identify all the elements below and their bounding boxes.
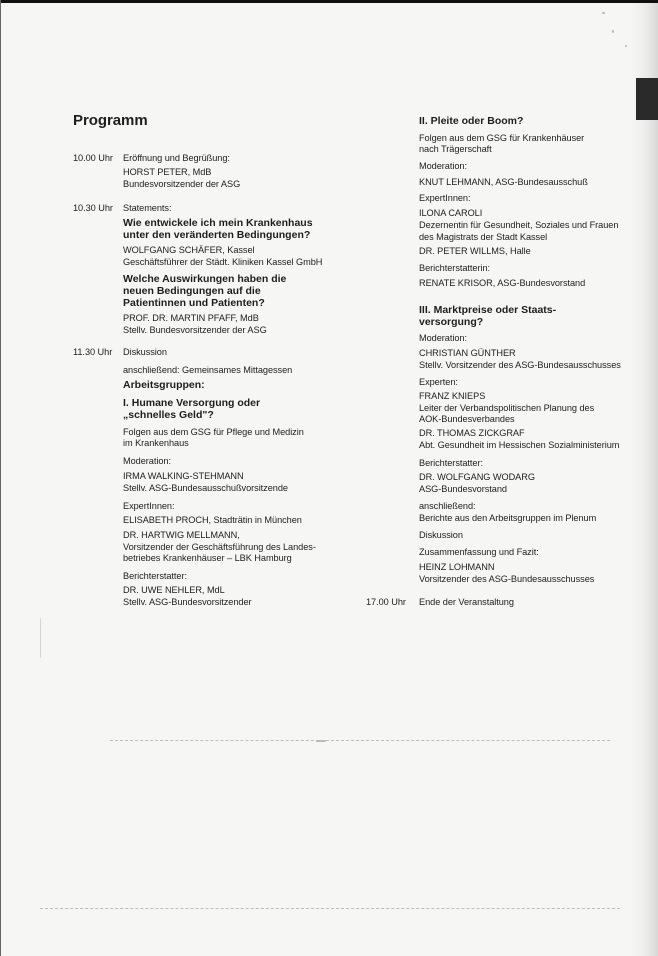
- speaker-name: ELISABETH PROCH, Stadträtin in München: [123, 515, 302, 525]
- workgroup-description: Folgen aus dem GSG für Krankenhäuser: [419, 133, 585, 143]
- scan-speck: [602, 12, 605, 14]
- speaker-role: Geschäftsführer der Städt. Kliniken Kassel GmbH: [123, 257, 323, 267]
- scan-speck: [40, 618, 41, 658]
- speaker-name: PROF. DR. MARTIN PFAFF, MdB: [123, 313, 259, 323]
- time-label: 17.00 Uhr: [366, 597, 406, 607]
- workgroup-heading: I. Humane Versorgung oder: [123, 397, 261, 409]
- speaker-name: FRANZ KNIEPS: [419, 391, 486, 401]
- agenda-item-label: Zusammenfassung und Fazit:: [419, 547, 539, 557]
- scan-left-edge: [0, 0, 1, 956]
- speaker-name: CHRISTIAN GÜNTHER: [419, 348, 516, 358]
- role-label: Experten:: [419, 377, 458, 387]
- role-label: ExpertInnen:: [419, 193, 471, 203]
- scan-top-edge: [0, 0, 658, 3]
- speaker-role: Dezernentin für Gesundheit, Soziales und Frauen: [419, 220, 619, 230]
- agenda-text: Berichte aus den Arbeitsgruppen im Plenum: [419, 513, 597, 523]
- time-label: 11.30 Uhr: [73, 347, 113, 357]
- scan-speck: [625, 45, 627, 47]
- workgroup-heading: II. Pleite oder Boom?: [419, 115, 524, 127]
- agenda-item-label: Diskussion: [419, 530, 463, 540]
- speaker-name: DR. THOMAS ZICKGRAF: [419, 428, 525, 438]
- time-label: 10.00 Uhr: [73, 153, 113, 163]
- speaker-name: RENATE KRISOR, ASG-Bundesvorstand: [419, 278, 586, 288]
- statement-heading: Patientinnen und Patienten?: [123, 297, 265, 309]
- speaker-role: Vorsitzender der Geschäftsführung des Landes-: [123, 542, 316, 552]
- agenda-item-label: Statements:: [123, 203, 172, 213]
- speaker-name: ILONA CAROLI: [419, 208, 483, 218]
- speaker-role: Bundesvorsitzender der ASG: [123, 179, 241, 189]
- workgroup-heading: „schnelles Geld"?: [123, 409, 214, 421]
- workgroup-heading: versorgung?: [419, 316, 484, 328]
- time-label: 10.30 Uhr: [73, 203, 113, 213]
- page-title: Programm: [73, 112, 148, 129]
- scan-right-shadow: [632, 0, 658, 956]
- statement-heading: neuen Bedingungen auf die: [123, 285, 261, 297]
- role-label: Berichterstatterin:: [419, 263, 491, 273]
- statement-heading: Wie entwickele ich mein Krankenhaus: [123, 217, 313, 229]
- section-heading: Arbeitsgruppen:: [123, 379, 205, 391]
- agenda-item-label: Diskussion: [123, 347, 167, 357]
- workgroup-description: nach Trägerschaft: [419, 144, 492, 154]
- statement-heading: Welche Auswirkungen haben die: [123, 273, 287, 285]
- speaker-role: Leiter der Verbandspolitischen Planung des: [419, 403, 595, 413]
- speaker-name: DR. PETER WILLMS, Halle: [419, 246, 531, 256]
- speaker-name: DR. HARTWIG MELLMANN,: [123, 530, 240, 540]
- workgroup-heading: III. Marktpreise oder Staats-: [419, 304, 557, 316]
- speaker-name: WOLFGANG SCHÄFER, Kassel: [123, 245, 255, 255]
- speaker-role: ASG-Bundesvorstand: [419, 484, 507, 494]
- role-label: anschließend:: [419, 501, 476, 511]
- scan-noise-line: [40, 908, 620, 909]
- speaker-role: Stellv. ASG-Bundesvorsitzender: [123, 597, 252, 607]
- role-label: Berichterstatter:: [123, 571, 187, 581]
- scan-speck: [612, 30, 614, 33]
- role-label: Moderation:: [419, 161, 467, 171]
- speaker-name: DR. WOLFGANG WODARG: [419, 472, 535, 482]
- page-tab-marker: [636, 78, 658, 120]
- role-label: Moderation:: [419, 333, 467, 343]
- speaker-role: Vorsitzender des ASG-Bundesausschusses: [419, 574, 595, 584]
- agenda-text: anschließend: Gemeinsames Mittagessen: [123, 365, 293, 375]
- workgroup-description: Folgen aus dem GSG für Pflege und Medizin: [123, 427, 304, 437]
- workgroup-description: im Krankenhaus: [123, 438, 189, 448]
- agenda-item-label: Eröffnung und Begrüßung:: [123, 153, 230, 163]
- speaker-role: betriebes Krankenhäuser – LBK Hamburg: [123, 553, 292, 563]
- speaker-role: Stellv. Vorsitzender des ASG-Bundesausschusses: [419, 360, 621, 370]
- speaker-role: AOK-Bundesverbandes: [419, 414, 515, 424]
- role-label: Berichterstatter:: [419, 458, 483, 468]
- speaker-role: Stellv. Bundesvorsitzender der ASG: [123, 325, 267, 335]
- scan-noise-line: [110, 740, 610, 741]
- speaker-name: HEINZ LOHMANN: [419, 562, 495, 572]
- role-label: ExpertInnen:: [123, 501, 175, 511]
- speaker-name: KNUT LEHMANN, ASG-Bundesausschuß: [419, 177, 588, 187]
- speaker-role: Stellv. ASG-Bundesausschußvorsitzende: [123, 483, 288, 493]
- speaker-name: IRMA WALKING-STEHMANN: [123, 471, 244, 481]
- speaker-role: Abt. Gesundheit im Hessischen Sozialministerium: [419, 440, 620, 450]
- agenda-item-label: Ende der Veranstaltung: [419, 597, 514, 607]
- role-label: Moderation:: [123, 456, 171, 466]
- speaker-role: des Magistrats der Stadt Kassel: [419, 232, 548, 242]
- speaker-name: HORST PETER, MdB: [123, 167, 212, 177]
- speaker-name: DR. UWE NEHLER, MdL: [123, 585, 225, 595]
- statement-heading: unter den veränderten Bedingungen?: [123, 229, 311, 241]
